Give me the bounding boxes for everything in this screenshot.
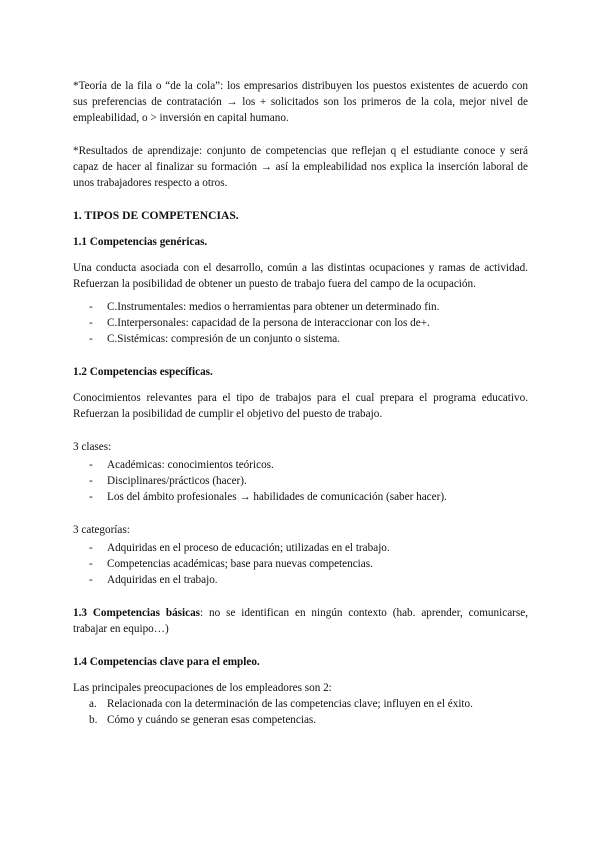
list-item xyxy=(73,712,528,728)
list-item xyxy=(73,540,528,556)
paragraph-competencias-basicas xyxy=(73,605,528,637)
text-competencias-basicas: : no se identifican en ningún contexto (hab. aprender, comunicarse, trabajar en equipo…) xyxy=(73,607,529,635)
subheading-competencias-clave: 1.4 Competencias clave para el empleo. xyxy=(73,656,260,668)
paragraph-preocupaciones: Las principales preocupaciones de los empleadores son 2: xyxy=(73,682,332,694)
list-clases xyxy=(73,457,528,505)
list-item-text: Los del ámbito profesionales → habilidades de comunicación (saber hacer). xyxy=(107,491,447,503)
list-item-text: C.Interpersonales: capacidad de la persona de interaccionar con los de+. xyxy=(107,317,430,329)
list-preocupaciones xyxy=(73,696,528,728)
paragraph-competencias-especificas: Conocimientos relevantes para el tipo de trabajos para el cual prepara el programa educativo. Refuerzan la posibilidad de cumplir el objetivo del puesto de trabajo. xyxy=(73,392,528,420)
intro-paragraph-teoria-fila: *Teoría de la fila o “de la cola”: los empresarios distribuyen los puestos existentes de acuerdo con sus preferencias de contratación → los + solicitados son los primeros de la cola, mejor nivel de empleabilidad, o > inversión en capital humano. xyxy=(73,80,528,124)
list-item-text: Adquiridas en el proceso de educación; utilizadas en el trabajo. xyxy=(107,542,390,554)
subheading-competencias-basicas: 1.3 Competencias básicas xyxy=(73,607,201,619)
list-item xyxy=(73,572,528,588)
bullet-dash: - xyxy=(89,301,93,313)
list-competencias-genericas xyxy=(73,299,528,347)
list-item xyxy=(73,457,528,473)
list-categorias xyxy=(73,540,528,588)
list-item-text: C.Instrumentales: medios o herramientas para obtener un determinado fin. xyxy=(107,301,440,313)
list-letter-marker: a. xyxy=(89,698,97,710)
document-page xyxy=(73,78,528,728)
list-item-text: Relacionada con la determinación de las competencias clave; influyen en el éxito. xyxy=(107,698,473,710)
label-3-clases: 3 clases: xyxy=(73,441,112,453)
section-heading-tipos-competencias: 1. TIPOS DE COMPETENCIAS. xyxy=(73,209,239,222)
list-item-text: Académicas: conocimientos teóricos. xyxy=(107,459,274,471)
list-item xyxy=(73,473,528,489)
bullet-dash: - xyxy=(89,475,93,487)
list-letter-marker: b. xyxy=(89,714,98,726)
subheading-competencias-especificas: 1.2 Competencias específicas. xyxy=(73,366,213,378)
bullet-dash: - xyxy=(89,333,93,345)
bullet-dash: - xyxy=(89,574,93,586)
bullet-dash: - xyxy=(89,491,93,503)
list-item-text: Adquiridas en el trabajo. xyxy=(107,574,218,586)
bullet-dash: - xyxy=(89,459,93,471)
paragraph-competencias-genericas: Una conducta asociada con el desarrollo, común a las distintas ocupaciones y ramas de actividad. Refuerzan la posibilidad de obtener un puesto de trabajo fuera del campo de la ocupación. xyxy=(73,262,528,290)
bullet-dash: - xyxy=(89,542,93,554)
list-item xyxy=(73,696,528,712)
list-item-text: Disciplinares/prácticos (hacer). xyxy=(107,475,247,487)
list-item xyxy=(73,315,528,331)
list-item xyxy=(73,299,528,315)
bullet-dash: - xyxy=(89,317,93,329)
list-item xyxy=(73,556,528,572)
intro-paragraph-resultados-aprendizaje: *Resultados de aprendizaje: conjunto de competencias que reflejan q el estudiante conoce y será capaz de hacer al finalizar su formación → así la empleabilidad nos explica la inserción laboral de unos trabajadores respecto a otros. xyxy=(73,145,528,189)
list-item-text: C.Sistémicas: compresión de un conjunto o sistema. xyxy=(107,333,341,345)
subheading-competencias-genericas: 1.1 Competencias genéricas. xyxy=(73,236,208,248)
list-item xyxy=(73,331,528,347)
label-3-categorias: 3 categorías: xyxy=(73,524,130,536)
list-item-text: Competencias académicas; base para nuevas competencias. xyxy=(107,558,373,570)
list-item-text: Cómo y cuándo se generan esas competencias. xyxy=(107,714,317,726)
list-item xyxy=(73,489,528,505)
bullet-dash: - xyxy=(89,558,93,570)
